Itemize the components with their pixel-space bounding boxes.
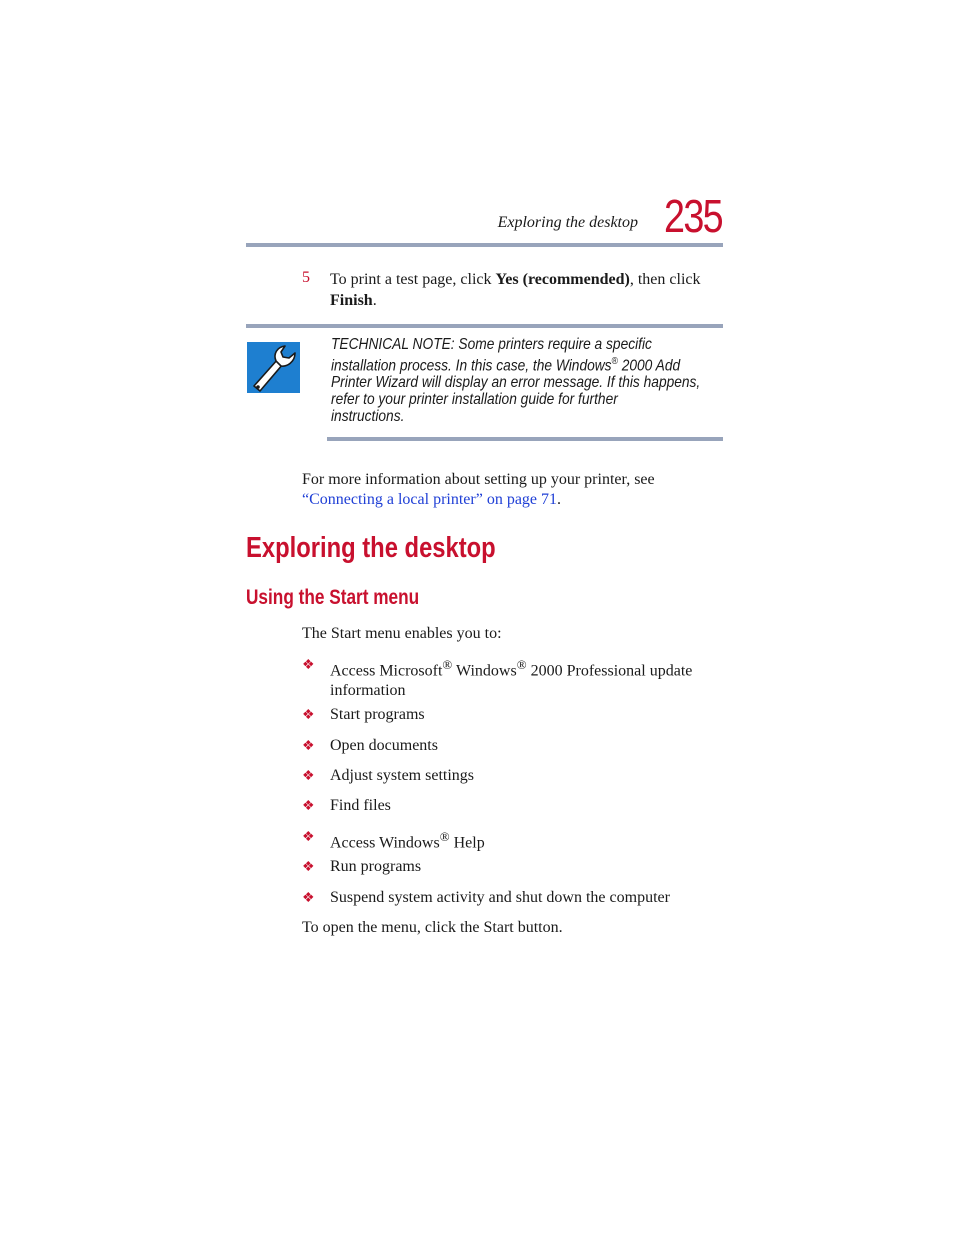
bullet-icon: ❖: [302, 799, 315, 814]
list-item: [330, 827, 710, 853]
note-line: refer to your printer installation guide for further: [331, 391, 618, 409]
note-line: TECHNICAL NOTE: Some printers require a specific: [331, 336, 652, 353]
step-text: [330, 269, 722, 311]
note-text-part: installation process. In this case, the Windows: [331, 357, 612, 375]
step-text-part: To print a test page, click: [330, 271, 496, 288]
bullet-icon: ❖: [302, 860, 315, 875]
connecting-printer-link[interactable]: “Connecting a local printer” on page 71: [302, 491, 558, 508]
list-item-text: Access Windows: [330, 834, 440, 852]
bullet-icon: ❖: [302, 708, 315, 723]
note-bottom-rule: [327, 437, 723, 441]
step-number: 5: [302, 269, 310, 286]
closing-text: To open the menu, click the Start button.: [302, 919, 563, 936]
bullet-icon: ❖: [302, 739, 315, 754]
list-item-text: Windows: [452, 662, 517, 680]
more-info-text: For more information about setting up your printer, see: [302, 471, 655, 488]
step-text-part: .: [372, 292, 377, 309]
registered-mark: ®: [442, 657, 453, 672]
list-item: Find files: [330, 797, 391, 814]
registered-mark: ®: [611, 356, 618, 367]
bullet-icon: ❖: [302, 830, 315, 845]
subsection-title: Using the Start menu: [246, 586, 420, 609]
section-title: Exploring the desktop: [246, 532, 496, 564]
step-text-part: , then click: [629, 271, 701, 288]
list-item: Suspend system activity and shut down the computer: [330, 889, 670, 906]
technical-note: [331, 336, 701, 425]
intro-text: The Start menu enables you to:: [302, 625, 502, 642]
list-item-text: Access Microsoft: [330, 662, 443, 680]
list-item: Run programs: [330, 858, 422, 875]
step-bold-yes: Yes (recommended): [495, 271, 630, 288]
page-number: 235: [664, 190, 723, 242]
more-info-paragraph: [302, 470, 702, 510]
bullet-icon: ❖: [302, 891, 315, 906]
note-line: instructions.: [331, 408, 405, 426]
registered-mark: ®: [439, 829, 450, 844]
note-text-part: 2000 Add: [617, 357, 681, 375]
note-line: Printer Wizard will display an error message. If this happens,: [331, 374, 701, 392]
header-rule: [246, 243, 723, 247]
list-item: Open documents: [330, 737, 438, 754]
list-item: Adjust system settings: [330, 767, 475, 784]
note-line: [331, 353, 701, 374]
list-item-text: Help: [449, 834, 485, 852]
registered-mark: ®: [516, 657, 527, 672]
list-item-text: information: [330, 682, 406, 700]
bullet-icon: ❖: [302, 769, 315, 784]
step-bold-finish: Finish: [330, 292, 373, 309]
wrench-icon: [247, 342, 300, 393]
list-item: [330, 655, 710, 701]
more-info-end: .: [557, 491, 562, 508]
running-head: Exploring the desktop: [497, 214, 638, 231]
list-item: Start programs: [330, 706, 425, 723]
bullet-icon: ❖: [302, 658, 315, 673]
note-top-rule: [246, 324, 723, 328]
list-item-text: 2000 Professional update: [526, 662, 693, 680]
